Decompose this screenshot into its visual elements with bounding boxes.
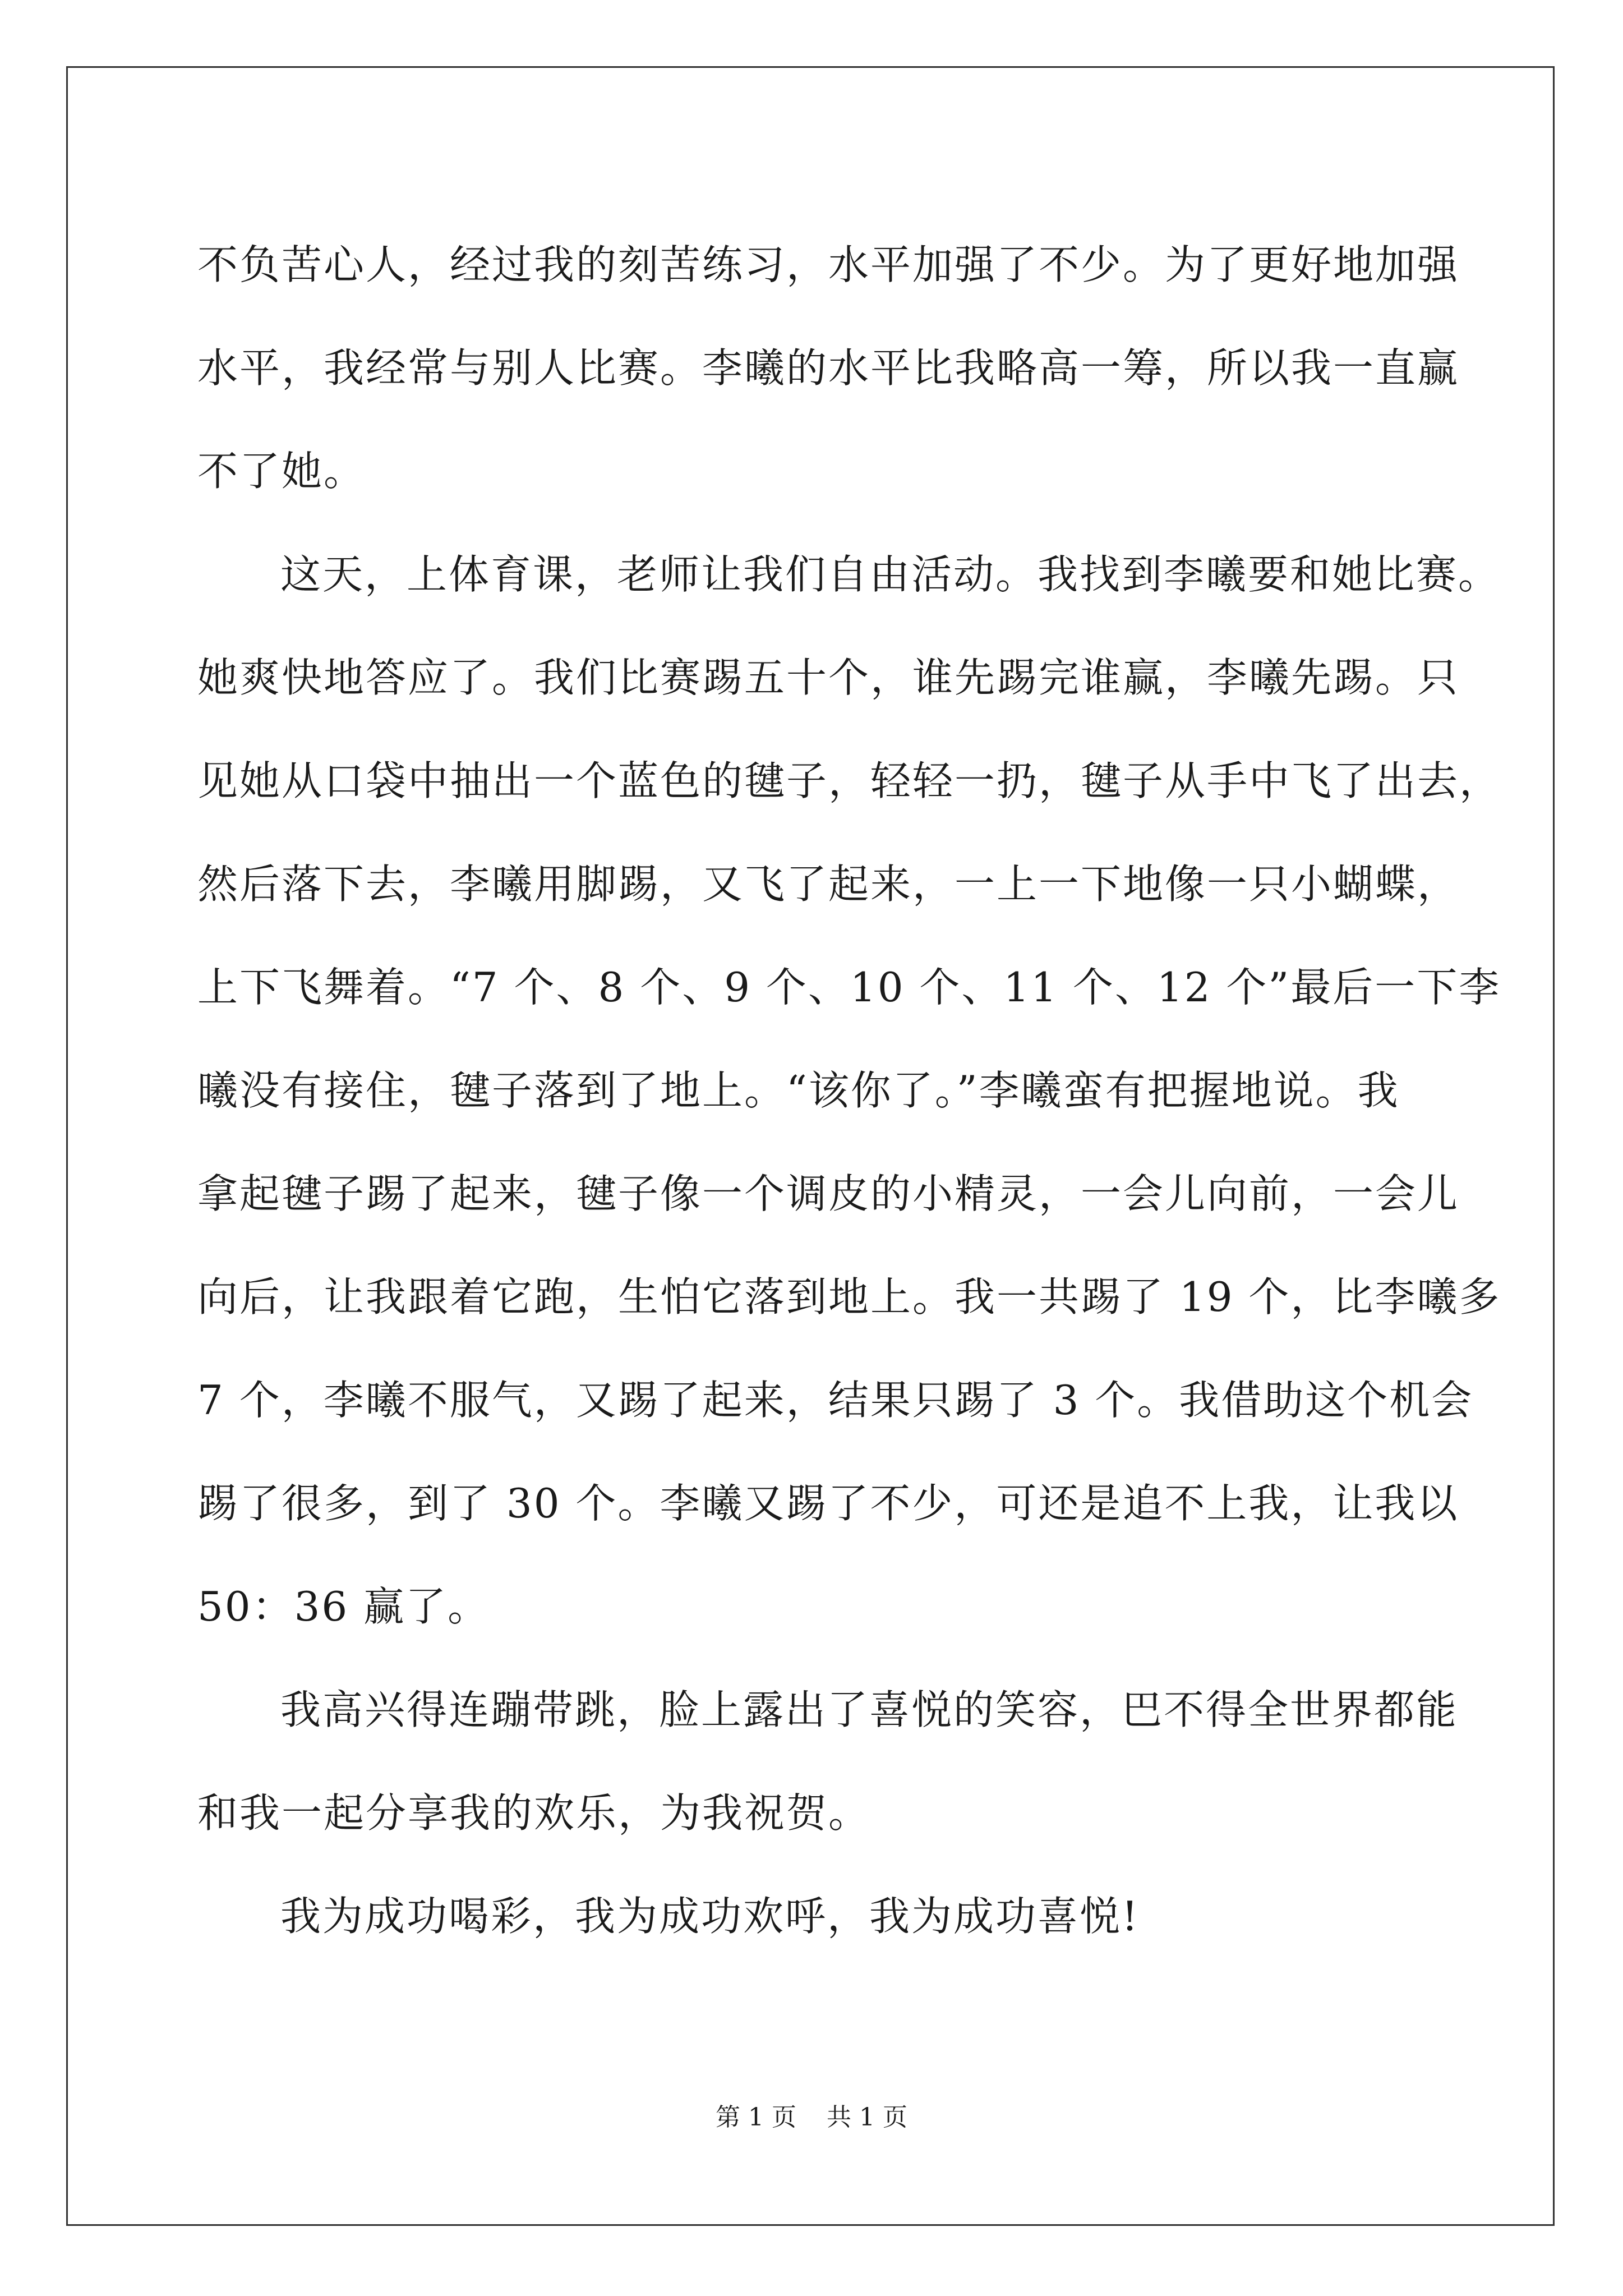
text-line: 不负苦心人，经过我的刻苦练习，水平加强了不少。为了更好地加强 xyxy=(197,241,1460,288)
text-line: 不了她。 xyxy=(197,448,366,495)
text-line: 上下飞舞着。“7 个、8 个、9 个、10 个、11 个、12 个”最后一下李 xyxy=(197,964,1501,1011)
text-line: 这天，上体育课，老师让我们自由活动。我找到李曦要和她比赛。 xyxy=(280,551,1501,598)
text-line: 踢了很多，到了 30 个。李曦又踢了不少，可还是追不上我，让我以 xyxy=(197,1480,1459,1527)
page-number: 第 1 页 xyxy=(716,2103,796,2132)
page-total: 共 1 页 xyxy=(827,2103,907,2132)
text-line: 我高兴得连蹦带跳，脸上露出了喜悦的笑容，巴不得全世界都能 xyxy=(280,1686,1459,1733)
paragraph-4 xyxy=(197,1865,1431,1968)
text-line: 见她从口袋中抽出一个蓝色的毽子，轻轻一扔，毽子从手中飞了出去， xyxy=(197,757,1502,804)
text-line: 向后，让我跟着它跑，生怕它落到地上。我一共踢了 19 个，比李曦多 xyxy=(197,1273,1501,1320)
text-line: 50：36 赢了。 xyxy=(197,1583,490,1630)
paragraph-3 xyxy=(197,1658,1459,1865)
text-line: 水平，我经常与别人比赛。李曦的水平比我略高一筹，所以我一直赢 xyxy=(197,344,1460,392)
text-line: 我为成功喝彩，我为成功欢呼，我为成功喜悦! xyxy=(280,1893,1140,1940)
text-line: 她爽快地答应了。我们比赛踢五十个，谁先踢完谁赢，李曦先踢。只 xyxy=(197,654,1460,701)
page-footer xyxy=(0,2097,1623,2133)
paragraph-1 xyxy=(197,213,1460,523)
paragraph-2 xyxy=(197,523,1502,1658)
document-body xyxy=(197,213,1502,1968)
text-line: 曦没有接住，毽子落到了地上。“该你了。”李曦蛮有把握地说。我 xyxy=(197,1067,1400,1114)
text-line: 然后落下去，李曦用脚踢，又飞了起来，一上一下地像一只小蝴蝶， xyxy=(197,861,1460,908)
text-line: 拿起毽子踢了起来，毽子像一个调皮的小精灵，一会儿向前，一会儿 xyxy=(197,1170,1460,1217)
text-line: 和我一起分享我的欢乐，为我祝贺。 xyxy=(197,1789,871,1837)
text-line: 7 个，李曦不服气，又踢了起来，结果只踢了 3 个。我借助这个机会 xyxy=(197,1377,1474,1424)
